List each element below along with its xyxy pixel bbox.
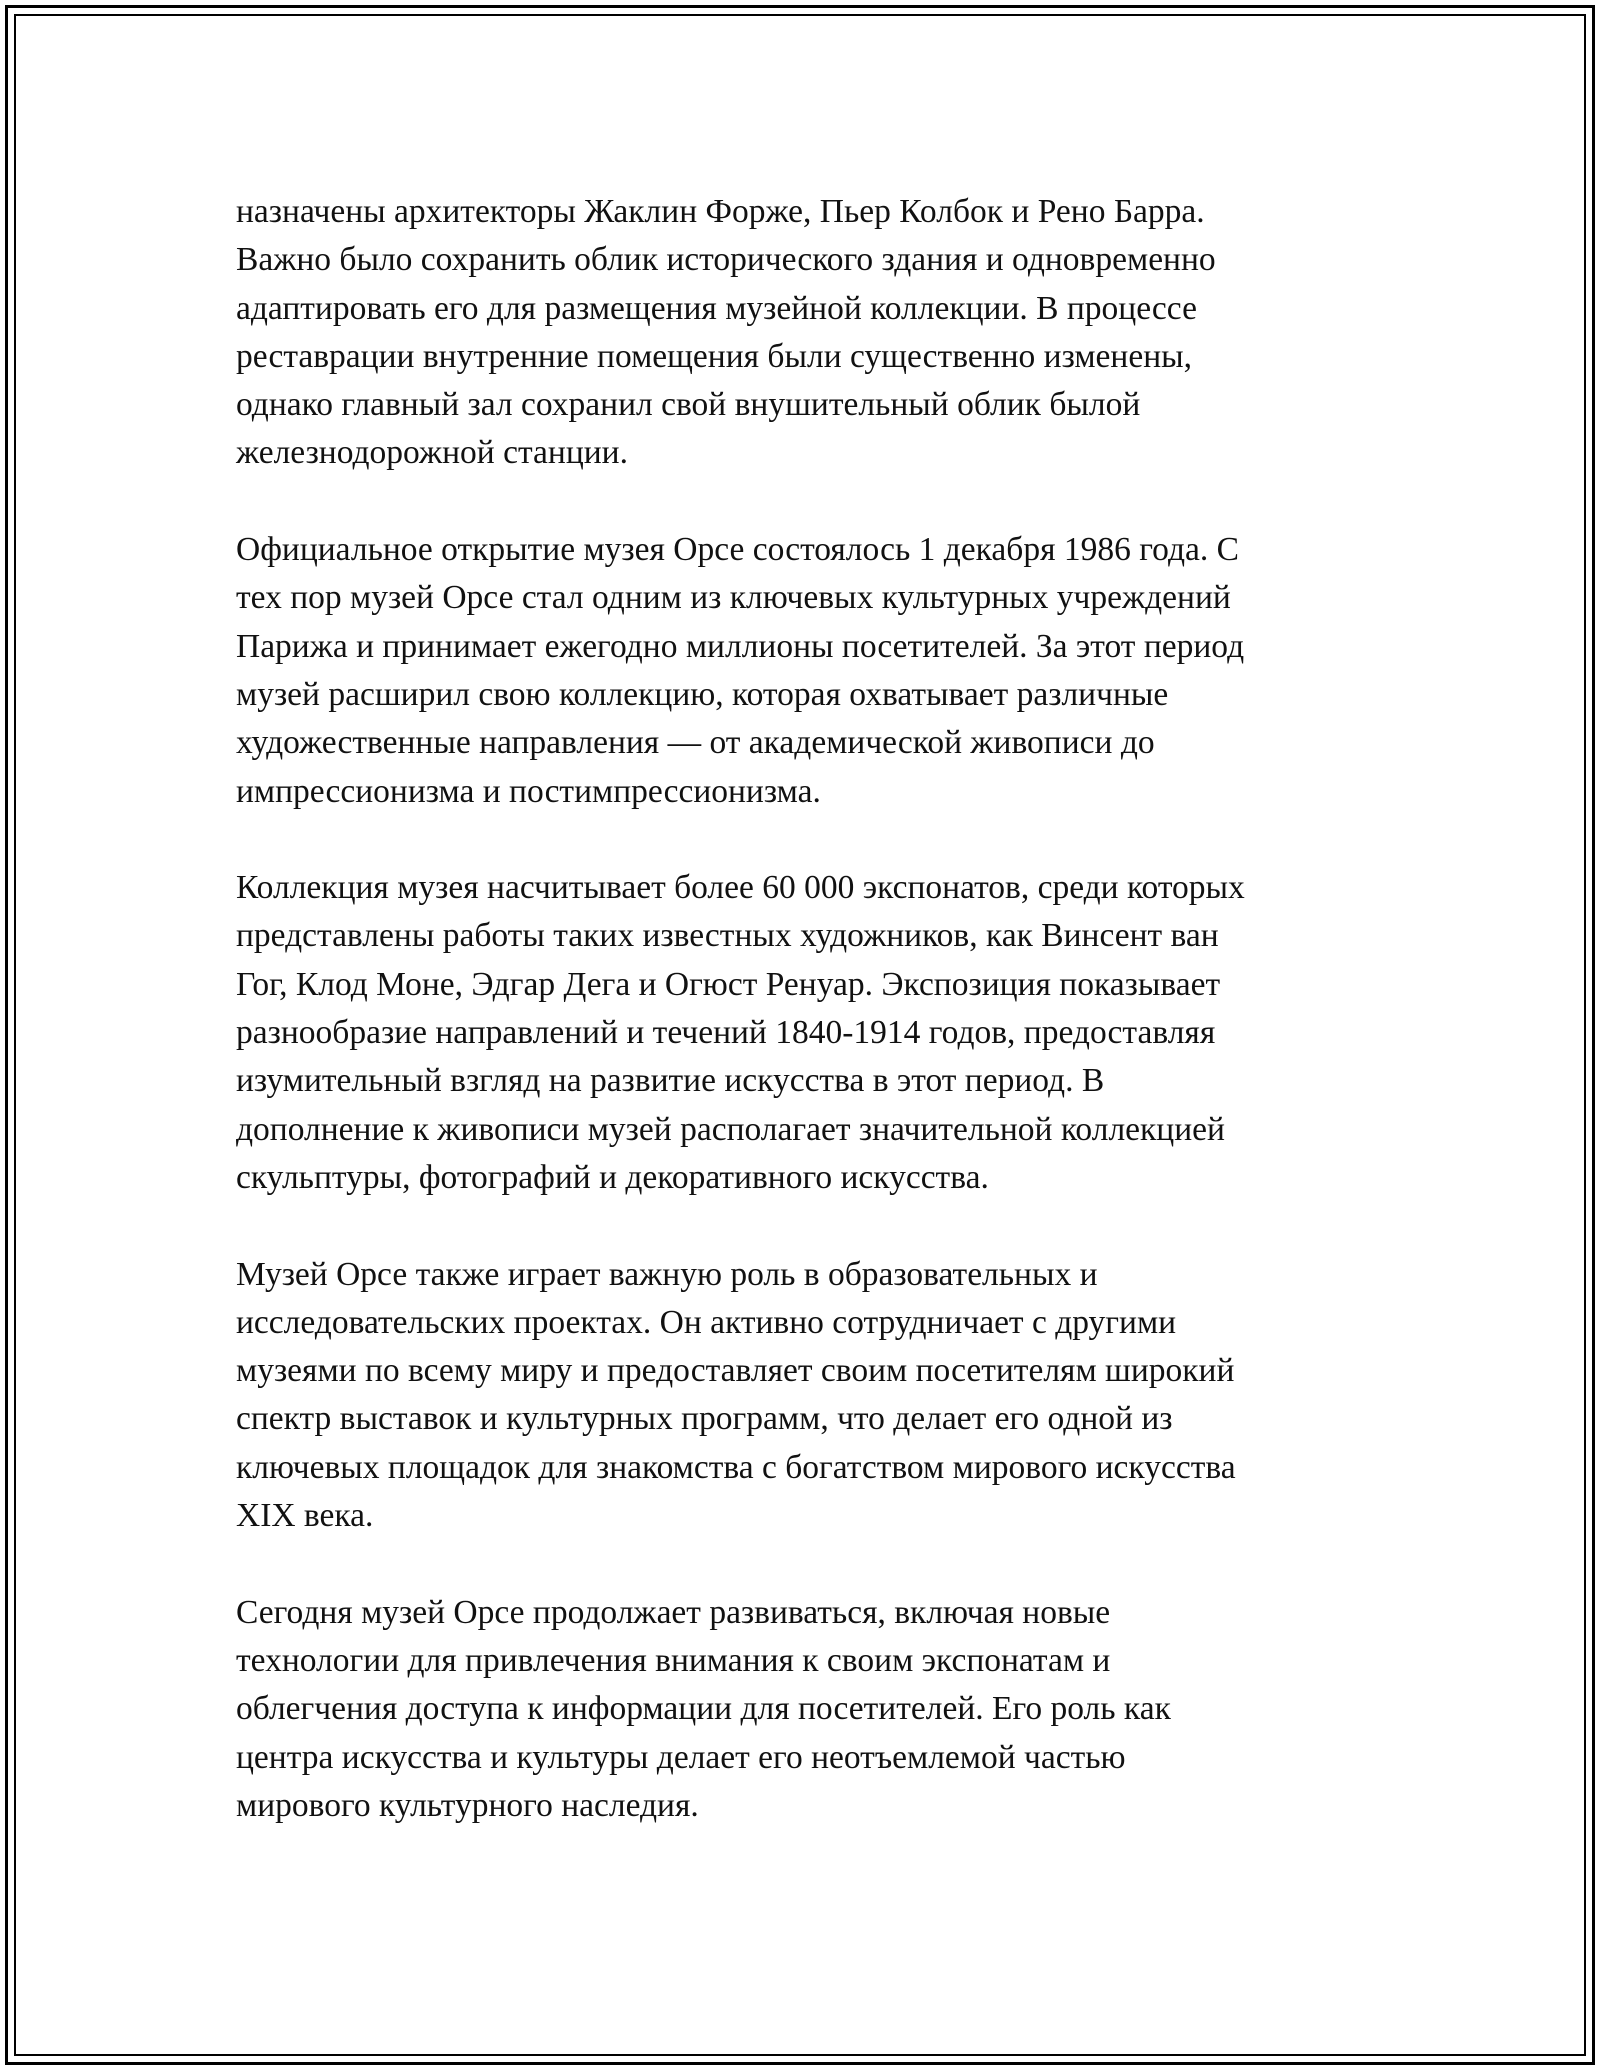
paragraph-architects: назначены архитекторы Жаклин Форже, Пьер Колбок и Рено Барра. Важно было сохранить облик исторического здания и одновременно адаптировать его для размещения музейной коллекции. В процессе реставрации внутренние помещения были существенно изменены, однако главный зал сохранил свой внушительный облик былой железнодорожной станции.: [236, 193, 1216, 472]
paragraph-today: Сегодня музей Орсе продолжает развиваться, включая новые технологии для привлечения внимания к своим экспонатам и облегчения доступа к информации для посетителей. Его роль как центра искусства и культуры делает его неотъемлемой частью мирового культурного наследия.: [236, 1593, 1171, 1824]
paragraph-opening: Официальное открытие музея Орсе состоялось 1 декабря 1986 года. С тех пор музей Орсе стал одним из ключевых культурных учреждений Парижа и принимает ежегодно миллионы посетителей. За этот период музей расширил свою коллекцию, которая охватывает различные художественные направления — от академической живописи до импрессионизма и постимпрессионизма.: [236, 531, 1245, 810]
document-body: [236, 188, 1366, 1878]
paragraph-collection: Коллекция музея насчитывает более 60 000 экспонатов, среди которых представлены работы таких известных художников, как Винсент ван Гог, Клод Моне, Эдгар Дега и Огюст Ренуар. Экспозиция показывает разнообразие направлений и течений 1840-1914 годов, предоставляя изумительный взгляд на развитие искусства в этот период. В дополнение к живописи музей располагает значительной коллекцией скульптуры, фотографий и декоративного искусства.: [236, 869, 1245, 1196]
paragraph-education: Музей Орсе также играет важную роль в образовательных и исследовательских проектах. Он активно сотрудничает с другими музеями по всему миру и предоставляет своим посетителям широкий спектр выставок и культурных программ, что делает его одной из ключевых площадок для знакомства с богатством мирового искусства XIX века.: [236, 1255, 1236, 1535]
